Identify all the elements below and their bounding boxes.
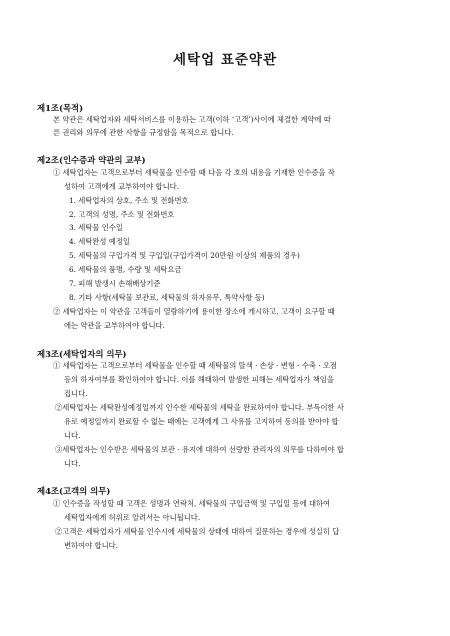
- article-4-line-2: 세탁업자에게 허위로 알려서는 아니됩니다.: [64, 513, 201, 522]
- article-2-item-1: 1. 세탁업자의 상호, 주소 및 전화번호: [69, 196, 189, 205]
- article-2-item-4: 4. 세탁완성 예정일: [69, 237, 130, 246]
- article-2-line-3: ② 세탁업자는 이 약관을 고객들이 열람하기에 용이한 장소에 게시하고, 고객이 요구할 때: [53, 307, 335, 316]
- article-2-item-6: 6. 세탁물의 품명, 수량 및 세탁요금: [69, 265, 182, 274]
- document-title: 세탁업 표준약관: [173, 52, 277, 68]
- article-3-line-7: ③세탁업자는 인수받은 세탁물의 보관 · 유지에 대하여 선량한 관리자의 의무를 다하여야 합: [55, 445, 344, 454]
- article-3-line-4: ②세탁업자는 세탁완성예정일까지 인수한 세탁물의 세탁을 완료하여야 합니다. 부득이한 사: [55, 403, 344, 412]
- article-1-line-1: 본 약관은 세탁업자와 세탁서비스를 이용하는 고객(이하 ‘고객’)사이에 체결한 계약에 따: [53, 115, 331, 124]
- article-2-item-7: 7. 피해 발생시 손해배상기준: [69, 279, 161, 288]
- article-3-line-6: 니다.: [64, 431, 81, 440]
- article-3-line-5: 유로 예정일까지 완료할 수 없는 때에는 고객에게 그 사유를 고지하여 동의를 받아야 합: [64, 417, 339, 426]
- article-4-heading: 제4조(고객의 의무): [37, 486, 111, 496]
- article-2-line-4: 에는 약관을 교부하여야 합니다.: [64, 321, 165, 330]
- article-2-item-2: 2. 고객의 성명, 주소 및 전화번호: [69, 210, 175, 219]
- article-4-line-1: ① 인수증을 작성할 때 고객은 성명과 연락처, 세탁물의 구입금액 및 구입일 등에 대하여: [53, 499, 331, 508]
- article-3-line-2: 등의 하자여부를 확인하여야 합니다. 이를 해태하여 발생한 피해는 세탁업자가 책임을: [64, 375, 334, 384]
- article-3-line-1: ① 세탁업자는 고객으로부터 세탁물을 인수할 때 세탁물의 탈색 · 손상 · 변형 · 수축 · 오점: [53, 361, 337, 370]
- article-2-item-8: 8. 기타 사항(세탁물 보관료, 세탁물의 하자유무, 특약사항 등): [69, 293, 265, 302]
- article-2-heading: 제2조(인수증과 약관의 교부): [37, 155, 146, 165]
- article-2-line-2: 성하여 고객에게 교부하여야 합니다.: [64, 182, 180, 191]
- article-1-heading: 제1조(목적): [37, 103, 84, 113]
- article-4-line-4: 변하여야 합니다.: [64, 541, 118, 550]
- article-2-line-1: ① 세탁업자는 고객으로부터 세탁물을 인수할 때 다음 각 호의 내용을 기재한 인수증을 작: [53, 168, 335, 177]
- article-2-item-3: 3. 세탁물 인수일: [69, 223, 123, 232]
- article-3-heading: 제3조(세탁업자의 의무): [37, 349, 127, 359]
- article-2-item-5: 5. 세탁물의 구입가격 및 구입일(구입가격이 20만원 이상의 제품의 경우): [69, 251, 300, 260]
- article-1-line-2: 른 권리와 의무에 관한 사항을 규정함을 목적으로 합니다.: [53, 128, 234, 137]
- article-3-line-3: 집니다.: [64, 389, 88, 398]
- article-3-line-8: 니다.: [64, 459, 81, 468]
- article-4-line-3: ②고객은 세탁업자가 세탁물 인수시에 세탁물의 상태에 대하여 질문하는 경우에 성실히 답: [55, 527, 340, 536]
